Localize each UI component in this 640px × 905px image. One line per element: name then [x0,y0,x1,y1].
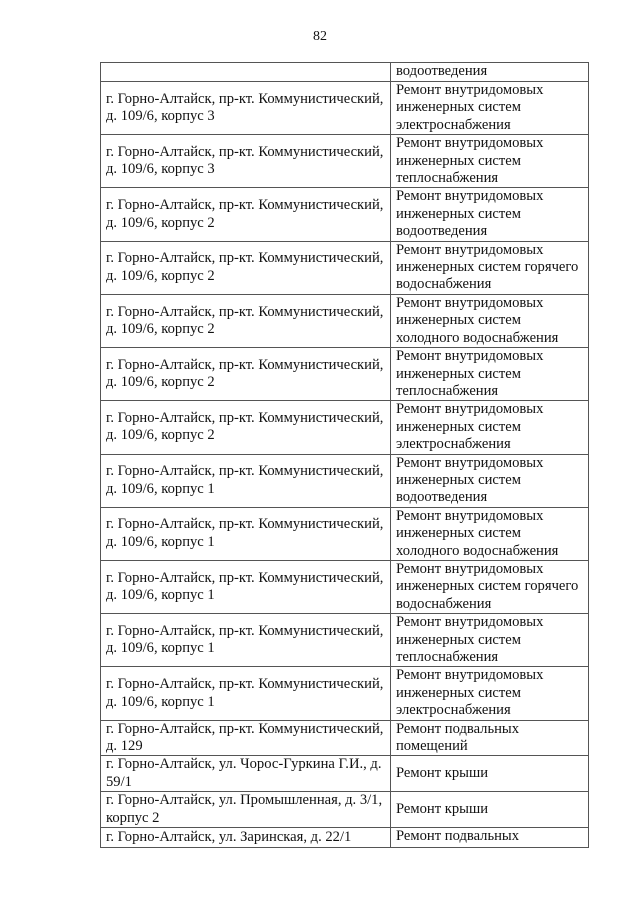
table-row [101,667,589,720]
work-type-cell: Ремонт подвальных помещений [391,720,589,756]
address-cell: г. Горно-Алтайск, ул. Чорос-Гуркина Г.И., д. 59/1 [101,756,391,792]
table-row [101,348,589,401]
table-row [101,720,589,756]
table-row [101,560,589,613]
table-row [101,454,589,507]
work-type-cell: Ремонт внутридомовых инженерных систем холодного водоснабжения [391,294,589,347]
address-cell: г. Горно-Алтайск, пр-кт. Коммунистический, д. 109/6, корпус 1 [101,667,391,720]
table-row [101,756,589,792]
work-type-cell: Ремонт внутридомовых инженерных систем водоотведения [391,454,589,507]
address-cell: г. Горно-Алтайск, пр-кт. Коммунистический, д. 129 [101,720,391,756]
work-type-cell: Ремонт подвальных [391,828,589,848]
address-cell: г. Горно-Алтайск, пр-кт. Коммунистический, д. 109/6, корпус 2 [101,401,391,454]
table-row [101,241,589,294]
work-type-cell: Ремонт внутридомовых инженерных систем горячего водоснабжения [391,241,589,294]
table-row [101,507,589,560]
table-row [101,294,589,347]
address-cell: г. Горно-Алтайск, пр-кт. Коммунистический, д. 109/6, корпус 2 [101,188,391,241]
works-table [100,62,589,848]
work-type-cell: Ремонт внутридомовых инженерных систем холодного водоснабжения [391,507,589,560]
address-cell: г. Горно-Алтайск, пр-кт. Коммунистический, д. 109/6, корпус 1 [101,507,391,560]
work-type-cell: водоотведения [391,63,589,82]
work-type-cell: Ремонт внутридомовых инженерных систем электроснабжения [391,667,589,720]
address-cell: г. Горно-Алтайск, пр-кт. Коммунистический, д. 109/6, корпус 3 [101,82,391,135]
work-type-cell: Ремонт внутридомовых инженерных систем электроснабжения [391,82,589,135]
work-type-cell: Ремонт внутридомовых инженерных систем теплоснабжения [391,614,589,667]
table-row [101,401,589,454]
address-cell [101,63,391,82]
work-type-cell: Ремонт внутридомовых инженерных систем теплоснабжения [391,135,589,188]
address-cell: г. Горно-Алтайск, пр-кт. Коммунистический, д. 109/6, корпус 2 [101,348,391,401]
table-row [101,188,589,241]
table-row [101,828,589,848]
work-type-cell: Ремонт крыши [391,792,589,828]
address-cell: г. Горно-Алтайск, ул. Промышленная, д. 3/1, корпус 2 [101,792,391,828]
table-row [101,135,589,188]
table-row [101,614,589,667]
work-type-cell: Ремонт внутридомовых инженерных систем водоотведения [391,188,589,241]
work-type-cell: Ремонт крыши [391,756,589,792]
address-cell: г. Горно-Алтайск, ул. Заринская, д. 22/1 [101,828,391,848]
address-cell: г. Горно-Алтайск, пр-кт. Коммунистический, д. 109/6, корпус 2 [101,241,391,294]
address-cell: г. Горно-Алтайск, пр-кт. Коммунистический, д. 109/6, корпус 1 [101,454,391,507]
address-cell: г. Горно-Алтайск, пр-кт. Коммунистический, д. 109/6, корпус 2 [101,294,391,347]
table-row [101,792,589,828]
work-type-cell: Ремонт внутридомовых инженерных систем теплоснабжения [391,348,589,401]
address-cell: г. Горно-Алтайск, пр-кт. Коммунистический, д. 109/6, корпус 1 [101,560,391,613]
table-row [101,82,589,135]
address-cell: г. Горно-Алтайск, пр-кт. Коммунистический, д. 109/6, корпус 3 [101,135,391,188]
table-row [101,63,589,82]
address-cell: г. Горно-Алтайск, пр-кт. Коммунистический, д. 109/6, корпус 1 [101,614,391,667]
page-number: 82 [313,29,327,44]
work-type-cell: Ремонт внутридомовых инженерных систем горячего водоснабжения [391,560,589,613]
work-type-cell: Ремонт внутридомовых инженерных систем электроснабжения [391,401,589,454]
